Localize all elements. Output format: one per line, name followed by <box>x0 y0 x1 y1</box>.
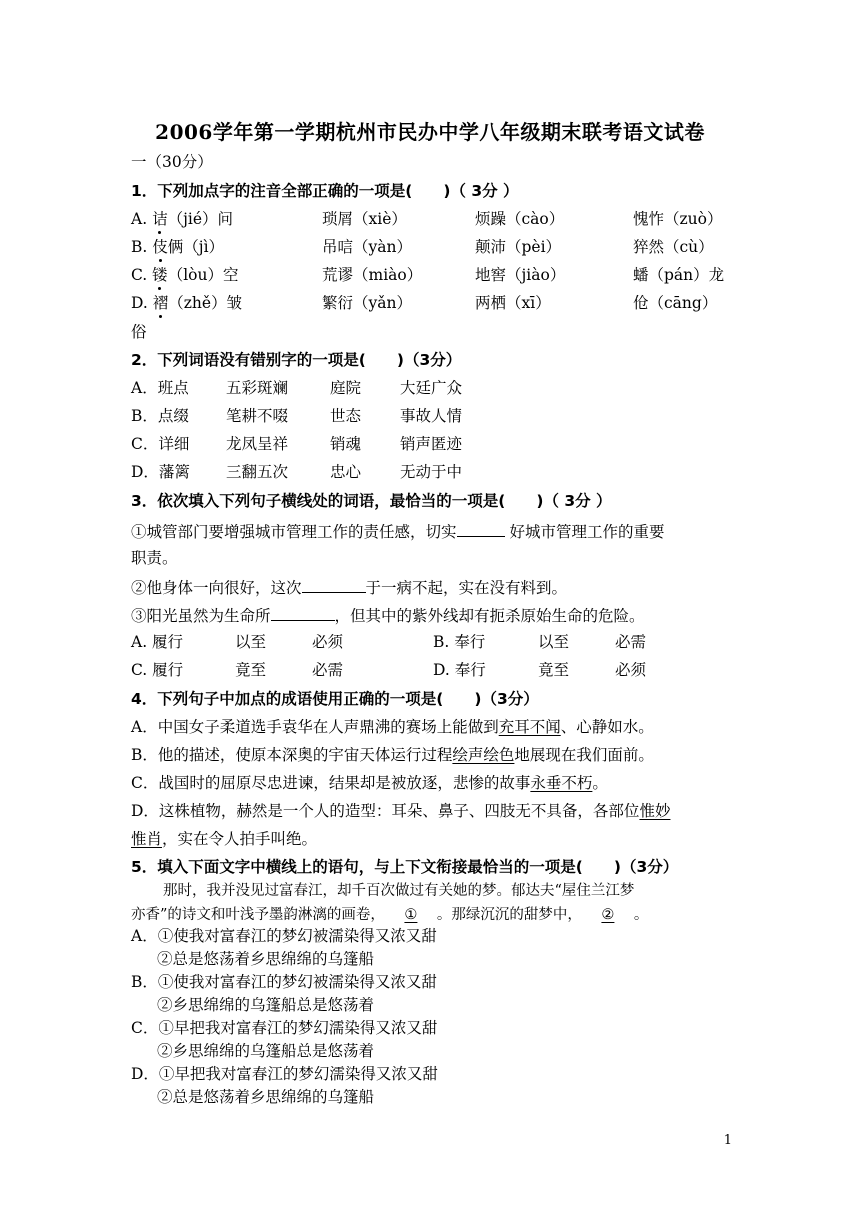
option-d-item <box>131 293 242 313</box>
option-b-item <box>131 237 224 257</box>
option-word: 必须 <box>615 661 647 679</box>
option-word: B. 奉行 <box>433 633 486 651</box>
option-text: 猝然（cù） <box>633 238 714 256</box>
option-c-item <box>633 265 724 285</box>
option-text: C．战国时的屈原尽忠进谏，结果却是被放逐，悲惨的故事 <box>131 774 531 792</box>
question-3-sentence-1 <box>131 520 664 542</box>
question-3-stem: 3．依次填入下列句子横线处的词语，最恰当的一项是( )（ 3分 ） <box>131 492 612 510</box>
option-word: 龙凤呈祥 <box>226 435 289 453</box>
option-word: D．藩篱 <box>131 463 190 481</box>
option-word: 世态 <box>330 407 362 425</box>
option-word: 销声匿迹 <box>400 435 463 453</box>
sentence-text: ②他身体一向很好，这次 <box>131 579 302 597</box>
option-letter: A. <box>131 210 153 228</box>
option-word: C．详细 <box>131 435 190 453</box>
question-5-passage-line-2 <box>131 905 648 925</box>
option-letter: B. <box>131 238 153 256</box>
blank-marker: ② <box>601 907 615 923</box>
question-2-stem: 2．下列词语没有错别字的一项是( )（3分） <box>131 351 462 369</box>
option-word: 笔耕不啜 <box>226 407 289 425</box>
passage-text: 。那绿沉沉的甜梦中， <box>436 907 582 923</box>
question-4-option-d-cont <box>131 829 317 849</box>
underlined-idiom: 永垂不朽 <box>530 774 593 792</box>
option-text: （jié）问 <box>167 210 234 228</box>
option-text: D．这株植物，赫然是一个人的造型：耳朵、鼻子、四肢无不具备，各部位 <box>131 802 640 820</box>
sentence-text: ③阳光虽然为生命所 <box>131 607 271 625</box>
underlined-idiom: 惟妙 <box>639 802 671 820</box>
option-word: 无动于中 <box>400 463 463 481</box>
underlined-idiom: 充耳不闻 <box>498 718 561 736</box>
option-text: 。 <box>592 774 608 792</box>
option-word: C. 履行 <box>131 661 184 679</box>
question-3-sentence-1-cont: 职责。 <box>131 549 178 567</box>
option-text: 两栖（xī） <box>475 294 551 312</box>
question-4-option-c <box>131 773 608 793</box>
option-word: 必需 <box>615 633 647 651</box>
passage-text: 。 <box>633 907 649 923</box>
dotted-character: 褶 <box>152 294 169 312</box>
section-heading: 一（30分） <box>131 153 213 171</box>
option-d-item <box>633 293 717 313</box>
option-word: 五彩斑斓 <box>226 379 289 397</box>
option-word: 事故人情 <box>400 407 463 425</box>
option-a-item <box>475 209 564 229</box>
page-number: 1 <box>723 1133 732 1148</box>
option-text: 蟠（pán）龙 <box>633 266 725 284</box>
option-word: B．点缀 <box>131 407 189 425</box>
option-word: A. 履行 <box>131 633 184 651</box>
option-word: 必须 <box>312 633 344 651</box>
option-text: A．中国女子柔道选手袁华在人声鼎沸的赛场上能做到 <box>131 718 499 736</box>
option-a-line-2: ②总是悠荡着乡思绵绵的乌篷船 <box>157 950 375 968</box>
option-text: 琐屑（xiè） <box>322 210 407 228</box>
question-5-passage-line-1: 那时，我并没见过富春江，却千百次做过有关她的梦。郁达夫“屋住兰江梦 <box>163 883 635 899</box>
question-1-wrap: 俗 <box>131 323 147 341</box>
option-text: 伧（cāng） <box>633 294 718 312</box>
option-text: 地窖（jiào） <box>475 266 566 284</box>
option-word: 竟至 <box>235 661 267 679</box>
blank-line <box>457 520 505 537</box>
question-4-option-b <box>131 745 654 765</box>
option-d-line-2: ②总是悠荡着乡思绵绵的乌篷船 <box>157 1088 375 1106</box>
option-text: ，实在令人拍手叫绝。 <box>162 830 318 848</box>
option-letter: D. <box>131 294 153 312</box>
option-c-line-1: C．①早把我对富春江的梦幻濡染得又浓又甜 <box>131 1019 438 1037</box>
option-b-line-2: ②乡思绵绵的乌篷船总是悠荡着 <box>157 996 375 1014</box>
option-a-item <box>633 209 722 229</box>
option-text: 颠沛（pèi） <box>475 238 562 256</box>
option-text: 、心静如水。 <box>560 718 654 736</box>
option-word: 三翻五次 <box>226 463 289 481</box>
option-text: （zhě）皱 <box>168 294 243 312</box>
sentence-text: ①城管部门要增强城市管理工作的责任感，切实 <box>131 523 457 541</box>
blank-line <box>271 604 335 621</box>
option-b-item <box>633 237 714 257</box>
option-word: 销魂 <box>330 435 362 453</box>
option-a-item <box>322 209 407 229</box>
dotted-character: 伎 <box>152 238 168 256</box>
option-word: D. 奉行 <box>433 661 486 679</box>
option-word: A．班点 <box>131 379 189 397</box>
option-b-item <box>475 237 561 257</box>
passage-text: 亦香”的诗文和叶浅予墨韵淋漓的画卷， <box>131 907 385 923</box>
sentence-text: 于一病不起，实在没有料到。 <box>365 579 568 597</box>
question-3-sentence-3 <box>131 604 645 626</box>
option-text: 荒谬（miào） <box>322 266 423 284</box>
sentence-text: 好城市管理工作的重要 <box>504 523 665 541</box>
question-1-stem: 1．下列加点字的注音全部正确的一项是( )（ 3分 ） <box>131 182 519 200</box>
option-c-item <box>475 265 565 285</box>
option-c-line-2: ②乡思绵绵的乌篷船总是悠荡着 <box>157 1042 375 1060</box>
question-4-option-d <box>131 801 670 821</box>
option-c-item <box>131 265 238 285</box>
dotted-character: 诘 <box>152 210 168 228</box>
underlined-idiom: 绘声绘色 <box>452 746 515 764</box>
underlined-idiom: 惟肖 <box>131 830 163 848</box>
option-d-item <box>475 293 551 313</box>
option-a-line-1: A．①使我对富春江的梦幻被濡染得又浓又甜 <box>131 927 437 945</box>
option-text: 吊唁（yàn） <box>322 238 412 256</box>
option-text: 烦躁（cào） <box>475 210 565 228</box>
option-word: 以至 <box>235 633 267 651</box>
option-b-line-1: B．①使我对富春江的梦幻被濡染得又浓又甜 <box>131 973 437 991</box>
question-3-sentence-2 <box>131 576 567 598</box>
option-text: 愧怍（zuò） <box>633 210 723 228</box>
question-4-option-a <box>131 717 654 737</box>
option-text: （lòu）空 <box>167 266 239 284</box>
option-text: 俩（jì） <box>167 238 225 256</box>
option-a-item <box>131 209 233 229</box>
option-c-item <box>322 265 422 285</box>
option-word: 必需 <box>312 661 344 679</box>
option-text: 繁衍（yǎn） <box>322 294 412 312</box>
option-word: 忠心 <box>330 463 362 481</box>
option-d-line-1: D．①早把我对富春江的梦幻濡染得又浓又甜 <box>131 1065 438 1083</box>
option-word: 以至 <box>538 633 570 651</box>
option-text: B．他的描述，使原本深奥的宇宙天体运行过程 <box>131 746 453 764</box>
blank-line <box>302 576 366 593</box>
option-letter: C. <box>131 266 153 284</box>
question-5-stem: 5．填入下面文字中横线上的语句，与上下文衔接最恰当的一项是( )（3分） <box>131 858 679 876</box>
option-word: 竟至 <box>538 661 570 679</box>
page-title: 2006学年第一学期杭州市民办中学八年级期末联考语文试卷 <box>155 120 705 144</box>
question-4-stem: 4．下列句子中加点的成语使用正确的一项是( )（3分） <box>131 690 539 708</box>
option-d-item <box>322 293 412 313</box>
dotted-character: 镂 <box>152 266 168 284</box>
blank-marker: ① <box>404 907 418 923</box>
sentence-text: ，但其中的紫外线却有扼杀原始生命的危险。 <box>334 607 645 625</box>
option-text: 地展现在我们面前。 <box>514 746 654 764</box>
option-word: 大廷广众 <box>400 379 463 397</box>
option-b-item <box>322 237 412 257</box>
option-word: 庭院 <box>330 379 362 397</box>
